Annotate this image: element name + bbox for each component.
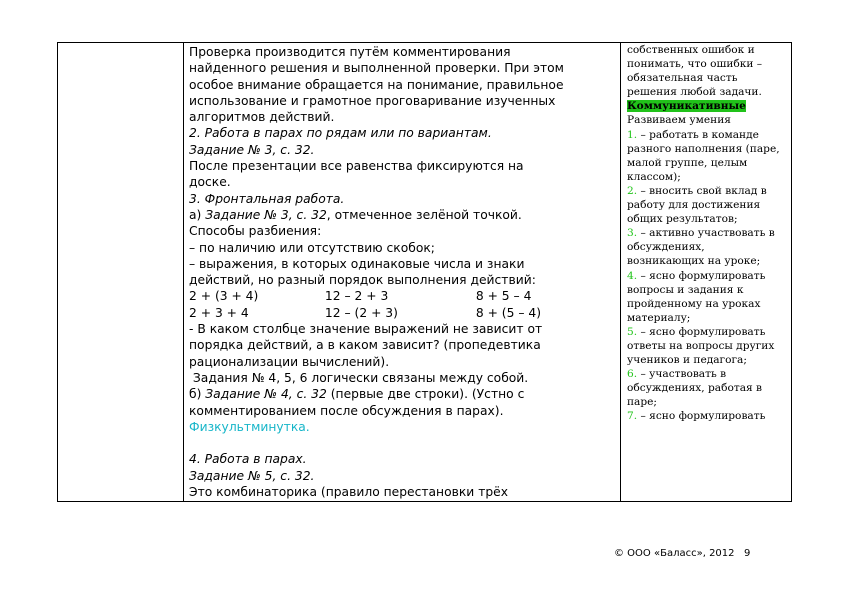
- skills-item-line: [627, 184, 791, 198]
- item-text: работу для достижения: [627, 199, 761, 212]
- skills-item-line: [627, 283, 791, 297]
- expression: 2 + 3 + 4: [189, 305, 249, 320]
- section-heading: 2. Работа в парах по рядам или по вариантам.: [189, 126, 492, 141]
- communicative-label: Коммуникативные: [627, 100, 746, 113]
- expression: 8 + 5 – 4: [475, 289, 532, 304]
- section-heading: 4. Работа в парах.: [189, 452, 307, 467]
- item-number: 7.: [627, 410, 638, 423]
- skills-item-line: [627, 339, 791, 353]
- item-text: обсуждениях, работая в: [627, 382, 763, 395]
- item-text: – ясно формулировать: [637, 269, 766, 282]
- skills-item-line: [627, 198, 791, 212]
- lesson-content-cell: [184, 43, 621, 502]
- expression-row: [189, 288, 620, 304]
- section-heading: 3. Фронтальная работа.: [189, 191, 345, 206]
- skills-item-line: [627, 240, 791, 254]
- text-suffix: (первые две строки). (Устно с: [326, 387, 525, 402]
- skills-item-line: [627, 156, 791, 170]
- text-line: комментированием после обсуждения в парах).: [189, 403, 504, 418]
- item-text: учеников и педагога;: [627, 354, 747, 367]
- item-text: классом);: [627, 170, 681, 183]
- item-text: пройденному на уроках: [627, 297, 761, 310]
- skills-item-line: [627, 381, 791, 395]
- task-reference: Задание № 4, с. 32: [205, 387, 327, 402]
- skills-item-line: [627, 142, 791, 156]
- text-line: использование и грамотное проговаривание изученных: [189, 93, 556, 108]
- skills-item-line: [627, 311, 791, 325]
- item-text: ответы на вопросы других: [627, 339, 775, 352]
- text-line: Это комбинаторика (правило перестановки трёх: [189, 485, 509, 500]
- expression: 8 + (5 – 4): [475, 305, 541, 320]
- skills-item-line: [627, 254, 791, 268]
- text-line: алгоритмов действий.: [189, 110, 335, 125]
- text-line: После презентации все равенства фиксируются на: [189, 159, 524, 174]
- text-prefix: а): [189, 207, 206, 222]
- item-text: – работать в команде: [637, 128, 759, 141]
- expression: 12 – 2 + 3: [324, 289, 389, 304]
- text-line: доске.: [189, 175, 231, 190]
- text-prefix: б): [189, 387, 206, 402]
- item-number: 3.: [627, 227, 638, 240]
- text-line: [189, 207, 620, 223]
- skills-item-line: [627, 226, 791, 240]
- skills-item-line: [627, 325, 791, 339]
- physical-exercise-label: Физкультминутка.: [189, 419, 310, 434]
- skills-item-line: [627, 395, 791, 409]
- skills-item-line: [627, 212, 791, 226]
- lesson-table: [57, 42, 792, 502]
- text-line: - В каком столбце значение выражений не зависит от: [189, 322, 543, 337]
- skills-item-line: [627, 367, 791, 381]
- text-line: – по наличию или отсутствию скобок;: [189, 240, 435, 255]
- task-reference: Задание № 3, с. 32.: [189, 142, 315, 157]
- expression-row: [189, 305, 620, 321]
- table-row: [58, 43, 792, 502]
- item-text: вопросы и задания к: [627, 283, 744, 296]
- text-line: Проверка производится путём комментирования: [189, 45, 511, 59]
- text-line: – выражения, в которых одинаковые числа и знаки: [189, 256, 525, 271]
- skills-item-line: [627, 170, 791, 184]
- expression: 12 – (2 + 3): [324, 305, 398, 320]
- skills-line: собственных ошибок и: [627, 44, 755, 56]
- item-text: – вносить свой вклад в: [637, 184, 767, 197]
- text-line: Способы разбиения:: [189, 224, 322, 239]
- text-line: [189, 386, 620, 402]
- task-reference: Задание № 5, с. 32.: [189, 468, 315, 483]
- item-text: – ясно формулировать: [637, 325, 766, 338]
- page-footer: © ООО «Баласс», 2012 9: [614, 548, 751, 559]
- text-line: порядка действий, а в каком зависит? (пропедевтика: [189, 338, 541, 353]
- empty-cell: [58, 43, 184, 502]
- expression: 2 + (3 + 4): [189, 289, 259, 304]
- item-text: – участвовать в: [637, 368, 727, 381]
- item-text: – ясно формулировать: [637, 410, 766, 423]
- item-number: 5.: [627, 325, 638, 338]
- item-text: паре;: [627, 396, 657, 409]
- item-text: малой группе, целым: [627, 156, 748, 169]
- skills-item-line: [627, 353, 791, 367]
- skills-item-line: [627, 409, 791, 423]
- skills-line: обязательная часть: [627, 72, 738, 85]
- item-text: материалу;: [627, 311, 691, 324]
- skills-line: решения любой задачи.: [627, 86, 762, 99]
- skills-item-line: [627, 269, 791, 283]
- text-line: Задания № 4, 5, 6 логически связаны между собой.: [189, 370, 529, 385]
- item-text: – активно участвовать в: [637, 227, 775, 240]
- item-text: возникающих на уроке;: [627, 255, 761, 268]
- item-text: общих результатов;: [627, 213, 738, 226]
- item-text: обсуждениях,: [627, 241, 705, 254]
- skills-cell: [621, 43, 792, 502]
- skills-heading: [627, 99, 791, 113]
- item-number: 4.: [627, 269, 638, 282]
- blank-line: [189, 435, 620, 451]
- skills-item-line: [627, 128, 791, 142]
- item-number: 6.: [627, 368, 638, 381]
- item-number: 1.: [627, 128, 638, 141]
- skills-subheading: Развиваем умения: [627, 114, 731, 127]
- text-line: действий, но разный порядок выполнения действий:: [189, 273, 536, 288]
- text-line: особое внимание обращается на понимание, правильное: [189, 77, 564, 92]
- task-reference: Задание № 3, с. 32: [205, 207, 327, 222]
- text-line: рационализации вычислений).: [189, 354, 390, 369]
- item-text: разного наполнения (паре,: [627, 142, 780, 155]
- skills-line: понимать, что ошибки –: [627, 58, 763, 71]
- text-suffix: , отмеченное зелёной точкой.: [326, 207, 522, 222]
- skills-item-line: [627, 297, 791, 311]
- item-number: 2.: [627, 184, 638, 197]
- text-line: найденного решения и выполненной проверки. При этом: [189, 61, 564, 76]
